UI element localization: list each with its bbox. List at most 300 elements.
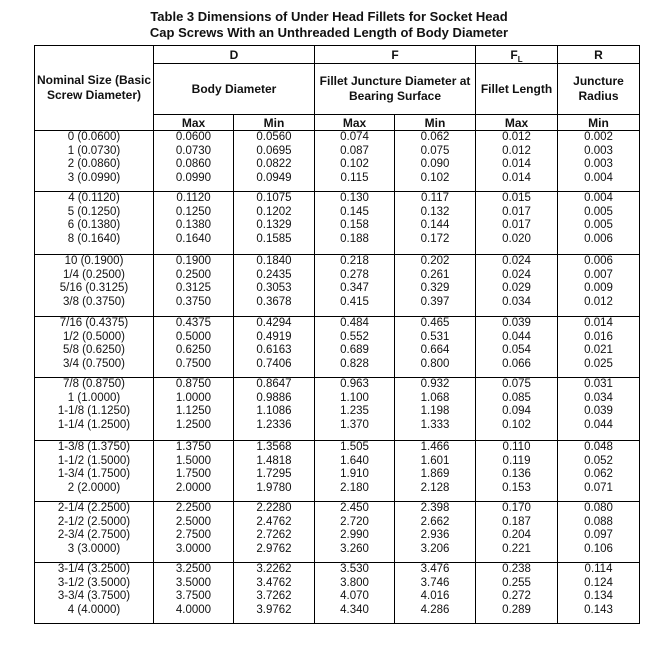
cell-fl-max [476, 502, 558, 563]
cell-r-min [558, 255, 640, 317]
nominal-size-value: 5 (0.1250) [67, 205, 121, 218]
dimension-value: 1.333 [420, 418, 450, 431]
cell-fl-max [476, 441, 558, 502]
nominal-size-value: 3/8 (0.3750) [62, 295, 125, 308]
dimension-value: 0.034 [502, 295, 531, 308]
dimension-value: 1.198 [420, 405, 450, 417]
dimension-value: 1.5000 [175, 454, 212, 467]
dimension-value: 3.476 [420, 563, 450, 575]
dimension-value: 0.102 [502, 418, 531, 431]
cell-r-min [558, 441, 640, 502]
dimension-value: 0.3125 [175, 282, 212, 294]
dimension-value: 0.080 [584, 502, 613, 514]
dimension-value: 0.005 [584, 219, 613, 231]
dimension-value: 0.012 [502, 144, 531, 157]
dimension-value: 0.238 [502, 563, 531, 575]
nominal-size-value: 3 (0.0990) [67, 171, 121, 184]
table-title [0, 9, 658, 41]
dimension-value: 1.7295 [256, 468, 292, 480]
dimension-value: 0.0730 [175, 144, 212, 157]
cell-f-min [395, 192, 476, 255]
dimension-value: 0.7500 [175, 357, 212, 370]
dimension-value: 0.119 [502, 454, 531, 467]
dimension-value: 0.1840 [256, 255, 292, 267]
table-row [35, 441, 640, 502]
nominal-size-value: 7/16 (0.4375) [59, 317, 129, 329]
dimension-value: 0.124 [584, 576, 613, 589]
dimension-value: 0.106 [584, 542, 613, 555]
dimension-value: 2.7500 [175, 529, 212, 541]
dimension-value: 0.071 [584, 481, 613, 494]
dimension-value: 0.088 [584, 515, 613, 528]
dimension-value: 0.963 [340, 378, 369, 390]
dimension-value: 2.398 [420, 502, 450, 514]
cell-f-max [315, 378, 395, 441]
dimension-value: 2.2280 [256, 502, 292, 514]
dimension-value: 0.085 [502, 391, 531, 404]
nominal-size-value: 0 (0.0600) [67, 131, 121, 143]
dimension-value: 0.004 [584, 192, 613, 204]
table-row [35, 192, 640, 255]
dimension-value: 0.689 [340, 344, 369, 356]
dimension-value: 3.2262 [256, 563, 292, 575]
cell-nominal [35, 502, 154, 563]
cell-d-max [154, 317, 234, 378]
dimension-value: 1.068 [420, 391, 450, 404]
cell-fl-max [476, 192, 558, 255]
dimension-value: 1.7500 [175, 468, 212, 480]
dimension-value: 0.136 [502, 468, 531, 480]
dimension-value: 0.828 [340, 357, 369, 370]
dimension-value: 0.014 [502, 171, 531, 184]
dimension-value: 1.466 [420, 441, 450, 453]
dimension-value: 0.1640 [175, 232, 212, 245]
nominal-size-value: 1/2 (0.5000) [62, 330, 125, 343]
dimension-value: 0.272 [502, 590, 531, 602]
cell-f-min [395, 563, 476, 624]
dimension-value: 0.145 [340, 205, 369, 218]
dimension-value: 0.039 [584, 405, 613, 417]
dimension-value: 0.014 [584, 317, 613, 329]
nominal-size-value: 3 (3.0000) [67, 542, 121, 555]
cell-d-max [154, 502, 234, 563]
table-row [35, 255, 640, 317]
dimension-value: 0.087 [340, 144, 369, 157]
dimension-value: 1.0000 [175, 391, 212, 404]
dimension-value: 0.397 [420, 295, 450, 308]
dimension-value: 0.4375 [175, 317, 212, 329]
cell-d-min [234, 192, 315, 255]
nominal-size-value: 4 (4.0000) [67, 603, 121, 616]
table-row [35, 502, 640, 563]
dimension-value: 0.153 [502, 481, 531, 494]
dimension-value: 0.0949 [256, 171, 292, 184]
dimension-value: 3.746 [420, 576, 450, 589]
table-row [35, 378, 640, 441]
dimension-value: 3.2500 [175, 563, 212, 575]
dimension-value: 0.074 [340, 131, 369, 143]
cell-fl-max [476, 255, 558, 317]
dimension-value: 1.1250 [175, 405, 212, 417]
table-body [35, 131, 640, 624]
dimension-value: 0.1585 [256, 232, 292, 245]
dimension-value: 0.329 [420, 282, 450, 294]
dimension-value: 0.172 [420, 232, 450, 245]
dimension-value: 0.024 [502, 255, 531, 267]
dimension-value: 0.1900 [175, 255, 212, 267]
dimension-value: 0.144 [420, 219, 450, 231]
dimension-value: 2.936 [420, 529, 450, 541]
dimension-value: 2.180 [340, 481, 369, 494]
dimension-value: 0.130 [340, 192, 369, 204]
dimension-value: 0.066 [502, 357, 531, 370]
table-row [35, 131, 640, 192]
dimension-value: 2.450 [340, 502, 369, 514]
dimension-value: 0.075 [502, 378, 531, 390]
dimension-value: 3.7500 [175, 590, 212, 602]
dimension-value: 1.4818 [256, 454, 292, 467]
dimension-value: 0.012 [584, 295, 613, 308]
dimension-value: 2.128 [420, 481, 450, 494]
cell-fl-max [476, 378, 558, 441]
nominal-size-value: 3/4 (0.7500) [62, 357, 125, 370]
dimension-value: 3.260 [340, 542, 369, 555]
dimension-value: 0.029 [502, 282, 531, 294]
table-title-line-1: Table 3 Dimensions of Under Head Fillets for Socket Head [150, 9, 508, 24]
dimension-value: 0.003 [584, 158, 613, 170]
dimension-value: 1.505 [340, 441, 369, 453]
dimension-value: 4.340 [340, 603, 369, 616]
dimension-value: 0.009 [584, 282, 613, 294]
cell-d-max [154, 378, 234, 441]
symbol-fl-header: $F_L$ [476, 46, 558, 64]
dimension-value: 0.048 [584, 441, 613, 453]
dimension-value: 1.601 [420, 454, 450, 467]
symbol-r-header: R [558, 46, 640, 64]
dimension-value: 1.869 [420, 468, 450, 480]
dimension-value: 0.664 [420, 344, 450, 356]
dimension-value: 0.3750 [175, 295, 212, 308]
nominal-size-value: 3-1/4 (3.2500) [57, 563, 131, 575]
dimension-value: 3.206 [420, 542, 450, 555]
dimension-value: 0.102 [420, 171, 450, 184]
fillet-juncture-header: Fillet Juncture Diameter at Bearing Surface [315, 64, 476, 115]
dimension-value: 0.465 [420, 317, 450, 329]
nominal-size-value: 2-1/4 (2.2500) [57, 502, 131, 514]
dimension-value: 0.090 [420, 158, 450, 170]
dimension-value: 2.0000 [175, 481, 212, 494]
dimension-value: 0.031 [584, 378, 613, 390]
nominal-size-value: 10 (0.1900) [64, 255, 124, 267]
dimension-value: 0.016 [584, 330, 613, 343]
cell-nominal [35, 563, 154, 624]
dimension-value: 0.017 [502, 219, 531, 231]
f-max-header: Max [315, 115, 395, 131]
nominal-size-value: 1 (1.0000) [67, 391, 121, 404]
dimension-value: 0.062 [420, 131, 450, 143]
dimension-value: 0.052 [584, 454, 613, 467]
cell-f-max [315, 502, 395, 563]
cell-fl-max [476, 317, 558, 378]
dimension-value: 2.5000 [175, 515, 212, 528]
cell-nominal [35, 378, 154, 441]
dimension-value: 2.4762 [256, 515, 292, 528]
nominal-size-value: 8 (0.1640) [67, 232, 121, 245]
cell-f-min [395, 317, 476, 378]
dimension-value: 0.0822 [256, 158, 292, 170]
dimension-value: 0.221 [502, 542, 531, 555]
dimension-value: 0.1120 [176, 192, 211, 204]
dimension-value: 4.070 [340, 590, 369, 602]
nominal-size-value: 4 (0.1120) [68, 192, 120, 204]
cell-d-min [234, 317, 315, 378]
dimension-value: 0.034 [584, 391, 613, 404]
dimension-value: 0.015 [502, 192, 531, 204]
dimension-value: 1.235 [340, 405, 369, 417]
cell-f-min [395, 441, 476, 502]
dimension-value: 0.003 [584, 144, 613, 157]
cell-d-max [154, 563, 234, 624]
nominal-size-value: 7/8 (0.8750) [62, 378, 125, 390]
dimension-value: 0.114 [584, 563, 613, 575]
nominal-size-value: 3-1/2 (3.5000) [57, 576, 131, 589]
dimension-value: 4.0000 [175, 603, 212, 616]
cell-nominal [35, 317, 154, 378]
dimension-value: 0.005 [584, 205, 613, 218]
dimension-value: 0.075 [420, 144, 450, 157]
cell-f-max [315, 563, 395, 624]
dimension-value: 0.170 [502, 502, 531, 514]
r-min-header: Min [558, 115, 640, 131]
dimension-value: 1.3750 [175, 441, 212, 453]
dimension-value: 0.187 [502, 515, 531, 528]
dimension-value: 2.990 [340, 529, 369, 541]
dimension-value: 0.002 [584, 131, 613, 143]
dimension-value: 0.4919 [256, 330, 292, 343]
dimension-value: 1.100 [340, 391, 369, 404]
dimension-value: 0.1380 [175, 219, 212, 231]
dimension-value: 1.3568 [256, 441, 292, 453]
dimension-value: 0.6250 [175, 344, 212, 356]
dimension-value: 0.415 [340, 295, 369, 308]
cell-r-min [558, 502, 640, 563]
dimension-value: 0.143 [584, 603, 613, 616]
nominal-size-value: 2 (2.0000) [67, 481, 121, 494]
dimension-value: 0.025 [584, 357, 613, 370]
nominal-size-value: 1-1/4 (1.2500) [57, 418, 131, 431]
nominal-size-value: 1 (0.0730) [67, 144, 121, 157]
dimension-value: 0.6163 [256, 344, 292, 356]
f-min-header: Min [395, 115, 476, 131]
dimension-value: 0.2435 [256, 268, 292, 281]
dimension-value: 0.102 [340, 158, 369, 170]
dimension-value: 0.097 [584, 529, 613, 541]
dimension-value: 0.932 [420, 378, 450, 390]
dimension-value: 0.039 [502, 317, 531, 329]
cell-nominal [35, 441, 154, 502]
cell-f-max [315, 131, 395, 192]
dimension-value: 0.110 [502, 441, 531, 453]
cell-f-min [395, 131, 476, 192]
dimension-value: 3.530 [340, 563, 369, 575]
dimension-value: 1.1086 [256, 405, 292, 417]
dimension-value: 0.132 [420, 205, 450, 218]
dimension-value: 0.054 [502, 344, 531, 356]
dimension-value: 0.8750 [175, 378, 212, 390]
dimension-value: 3.9762 [256, 603, 292, 616]
dimension-value: 0.218 [340, 255, 369, 267]
nominal-size-value: 2 (0.0860) [67, 158, 121, 170]
cell-f-max [315, 255, 395, 317]
dimension-value: 0.017 [502, 205, 531, 218]
dimension-value: 0.006 [584, 232, 613, 245]
nominal-size-value: 1-3/8 (1.3750) [57, 441, 131, 453]
cell-r-min [558, 317, 640, 378]
dimension-value: 0.158 [340, 219, 369, 231]
dimension-value: 4.016 [420, 590, 450, 602]
dimension-value: 0.8647 [256, 378, 292, 390]
cell-d-max [154, 255, 234, 317]
dimension-value: 0.347 [340, 282, 369, 294]
cell-d-min [234, 502, 315, 563]
dimension-value: 1.2336 [256, 418, 292, 431]
dimensions-table [34, 45, 640, 624]
nominal-size-value: 2-1/2 (2.5000) [57, 515, 131, 528]
dimension-value: 3.0000 [175, 542, 212, 555]
dimension-value: 1.2500 [175, 418, 212, 431]
table-row [35, 317, 640, 378]
dimension-value: 0.006 [584, 255, 613, 267]
cell-f-min [395, 255, 476, 317]
nominal-size-value: 5/16 (0.3125) [59, 282, 129, 294]
cell-r-min [558, 192, 640, 255]
dimension-value: 0.007 [584, 268, 613, 281]
cell-f-max [315, 441, 395, 502]
dimension-value: 0.0600 [175, 131, 212, 143]
cell-d-min [234, 441, 315, 502]
dimension-value: 0.134 [584, 590, 613, 602]
dimension-value: 0.0560 [256, 131, 292, 143]
dimension-value: 0.014 [502, 158, 531, 170]
cell-f-min [395, 378, 476, 441]
dimension-value: 0.024 [502, 268, 531, 281]
dimension-value: 4.286 [420, 603, 450, 616]
dimension-value: 2.720 [340, 515, 369, 528]
dimension-value: 1.640 [340, 454, 369, 467]
cell-f-max [315, 192, 395, 255]
dimension-value: 0.0695 [256, 144, 292, 157]
dimension-value: 0.004 [584, 171, 613, 184]
body-diameter-header: Body Diameter [154, 64, 315, 115]
dimension-value: 0.021 [584, 344, 613, 356]
dimension-value: 1.370 [340, 418, 369, 431]
dimension-value: 0.3678 [256, 295, 292, 308]
nominal-size-value: 1-1/8 (1.1250) [57, 405, 131, 417]
dimension-value: 0.1329 [256, 219, 292, 231]
cell-fl-max [476, 563, 558, 624]
nominal-size-value: 2-3/4 (2.7500) [57, 529, 131, 541]
dimension-value: 0.115 [340, 171, 369, 184]
fillet-length-header: Fillet Length [476, 64, 558, 115]
cell-d-min [234, 255, 315, 317]
nominal-size-value: 1-1/2 (1.5000) [57, 454, 131, 467]
dimension-value: 3.7262 [256, 590, 292, 602]
dimension-value: 0.4294 [256, 317, 292, 329]
dimension-value: 1.910 [340, 468, 369, 480]
dimension-value: 0.1250 [175, 205, 212, 218]
symbol-f-header: F [315, 46, 476, 64]
dimension-value: 2.7262 [256, 529, 292, 541]
dimension-value: 0.202 [420, 255, 450, 267]
dimension-value: 0.020 [502, 232, 531, 245]
dimension-value: 3.800 [340, 576, 369, 589]
dimension-value: 3.5000 [175, 576, 212, 589]
dimension-value: 0.062 [584, 468, 613, 480]
dimension-value: 0.0860 [175, 158, 212, 170]
dimension-value: 0.1075 [256, 192, 292, 204]
dimension-value: 0.204 [502, 529, 531, 541]
nominal-size-header: Nominal Size (Basic Screw Diameter) [35, 46, 154, 131]
dimension-value: 1.9780 [256, 481, 292, 494]
fl-max-header: Max [476, 115, 558, 131]
symbol-d-header: D [154, 46, 315, 64]
dimension-value: 0.278 [340, 268, 369, 281]
cell-d-max [154, 192, 234, 255]
dimension-value: 0.1202 [256, 205, 292, 218]
cell-d-max [154, 131, 234, 192]
dimension-value: 2.2500 [175, 502, 212, 514]
dimension-value: 0.9886 [256, 391, 292, 404]
d-max-header: Max [154, 115, 234, 131]
dimension-value: 0.117 [421, 192, 449, 204]
dimension-value: 0.289 [502, 603, 531, 616]
nominal-size-value: 1-3/4 (1.7500) [57, 468, 131, 480]
dimension-value: 0.012 [502, 131, 531, 143]
cell-f-min [395, 502, 476, 563]
cell-nominal [35, 131, 154, 192]
cell-r-min [558, 131, 640, 192]
cell-d-min [234, 378, 315, 441]
dimension-value: 0.484 [340, 317, 369, 329]
dimension-value: 0.261 [420, 268, 450, 281]
dimension-value: 2.9762 [256, 542, 292, 555]
dimension-value: 2.662 [420, 515, 450, 528]
dimension-value: 0.188 [340, 232, 369, 245]
dimension-value: 0.552 [340, 330, 369, 343]
nominal-size-value: 6 (0.1380) [67, 219, 121, 231]
dimension-value: 0.531 [420, 330, 450, 343]
cell-f-max [315, 317, 395, 378]
dimension-value: 0.2500 [175, 268, 212, 281]
cell-nominal [35, 255, 154, 317]
nominal-size-value: 3-3/4 (3.7500) [57, 590, 131, 602]
juncture-radius-header: Juncture Radius [558, 64, 640, 115]
dimension-value: 0.3053 [256, 282, 292, 294]
table-row [35, 563, 640, 624]
dimension-value: 0.094 [502, 405, 531, 417]
nominal-size-value: 1/4 (0.2500) [62, 268, 125, 281]
dimension-value: 0.255 [502, 576, 531, 589]
dimension-value: 3.4762 [256, 576, 292, 589]
dimension-value: 0.800 [420, 357, 450, 370]
cell-d-max [154, 441, 234, 502]
nominal-size-value: 5/8 (0.6250) [62, 344, 125, 356]
d-min-header: Min [234, 115, 315, 131]
dimension-value: 0.7406 [256, 357, 292, 370]
cell-fl-max [476, 131, 558, 192]
dimension-value: 0.044 [584, 418, 613, 431]
table-title-line-2: Cap Screws With an Unthreaded Length of Body Diameter [149, 25, 509, 40]
